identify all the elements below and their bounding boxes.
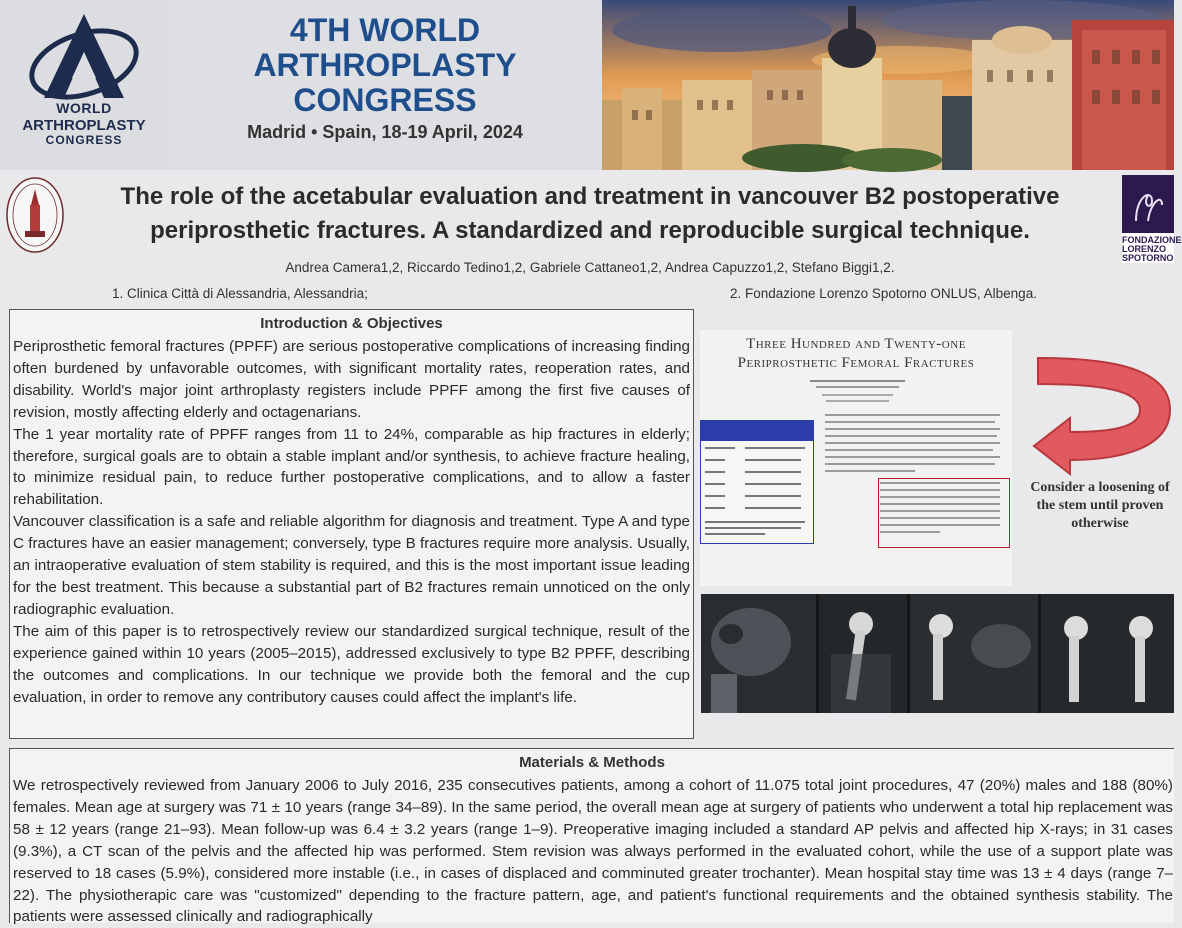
- excerpt-title-line-1: Three Hundred and Twenty-one: [746, 336, 966, 352]
- congress-line-2: ARTHROPLASTY: [253, 47, 517, 83]
- methods-section: [9, 748, 1174, 926]
- intro-paragraph: The 1 year mortality rate of PPFF ranges from 11 to 24%, comparable as hip fractures in elderly; therefore, surgical goals are to obtain a stable implant and/or synthesis, to achieve fracture healing, to minimize residual pain, to reduce further postoperative complications, and to allow a faster rehabilitation.: [13, 425, 690, 509]
- congress-logo: [0, 0, 168, 170]
- intro-paragraph: The aim of this paper is to retrospectively review our standardized surgical technique, result of the experience gained within 10 years (2005–2015), addressed exclusively to type B2 PPFF, describing the outcomes and complications. In our technique we provide both the femoral and the cup evaluation, in order to remove any contributory causes could affect the implant's life.: [13, 622, 690, 706]
- poster-title-line-2: periprosthetic fractures. A standardized and reproducible surgical technique.: [150, 217, 1030, 244]
- curved-arrow-icon: [1030, 348, 1174, 478]
- intro-paragraph: Vancouver classification is a safe and reliable algorithm for diagnosis and treatment. Type A and type C fractures have an easier management; conversely, type B fractures require more analysis. Usually, an intraoperative evaluation of stem stability is required, and this is the most important issue leading for the best treatment. This because a substantial part of B2 fractures remain unnoticed on the only radiographic evaluation.: [13, 513, 690, 618]
- excerpt-title-line-2: Periprosthetic Femoral Fractures: [737, 355, 975, 371]
- introduction-heading: Introduction & Objectives: [260, 315, 443, 332]
- fondazione-line-1: FONDAZIONE: [1122, 235, 1182, 245]
- madrid-skyline-image: [602, 0, 1174, 170]
- consider-line-1: Consider a loosening of: [1030, 480, 1170, 495]
- header-band: [0, 0, 1174, 170]
- logo-line-3: CONGRESS: [45, 133, 123, 147]
- intro-paragraph: Periprosthetic femoral fractures (PPFF) are serious postoperative complications of increasing finding often burdened by unfavorable outcomes, with significant mortality rates, reoperation rates, and disability. World's major joint arthroplasty registers include PPFF among the first five causes of revision, mostly affecting elderly and octagenarians.: [13, 338, 690, 421]
- logo-line-1: WORLD: [56, 100, 112, 116]
- methods-body: We retrospectively reviewed from January 2006 to July 2016, 235 consecutives patients, among a cohort of 11.075 total joint procedures, 47 (20%) males and 188 (80%) females. Mean age at surgery was 71 ± 10 years (range 34–89). In the same period, the overall mean age at surgery of patients who underwent a total hip replacement was 58 ± 12 years (range 21–93). Mean follow-up was 6.4 ± 3.2 years (range 1–9). Preoperative imaging included a standard AP pelvis and affected hip X-rays; in 31 cases (9.3%), a CT scan of the pelvis and the affected hip was performed. Stem revision was always performed in the evaluated cohort, while the use of a support plate was reserved to 18 cases (5.9%), considered more instable (i.e., in cases of displaced and comminuted greater trochanter). Mean hospital stay time was 13 ± 4 days (range 7–22). The physiotherapic care was "customized" depending to the fracture pattern, age, and patient's functional requirements and the obtained synthesis stability. The patients were assessed clinically and radiographically: [13, 777, 1173, 926]
- congress-line-3: CONGRESS: [293, 82, 477, 118]
- congress-line-1: 4TH WORLD: [289, 12, 481, 48]
- arthroplasty-logo-icon: [24, 12, 144, 102]
- fondazione-line-3: SPOTORNO: [1122, 253, 1174, 263]
- fondazione-mark-icon: [1122, 175, 1174, 233]
- fondazione-line-2: LORENZO: [1122, 244, 1166, 254]
- affiliation-2: 2. Fondazione Lorenzo Spotorno ONLUS, Albenga.: [730, 286, 1037, 301]
- table-rows-image: [701, 443, 813, 543]
- logo-line-2: ARTHROPLASTY: [22, 117, 146, 134]
- journal-excerpt-image: [700, 330, 1012, 586]
- introduction-section: [9, 309, 694, 739]
- city-seal-icon: [5, 175, 65, 255]
- highlight-box: [878, 478, 1010, 548]
- classification-table-image: [700, 420, 814, 544]
- affiliation-1: 1. Clinica Città di Alessandria, Alessandria;: [112, 286, 368, 301]
- introduction-body: [13, 336, 690, 708]
- excerpt-byline-lines: [810, 378, 905, 408]
- congress-heading: [168, 0, 602, 170]
- congress-location-date: Madrid • Spain, 18-19 April, 2024: [247, 122, 523, 142]
- poster-title-line-1: The role of the acetabular evaluation and treatment in vancouver B2 postoperative: [120, 183, 1060, 210]
- consider-line-3: otherwise: [1071, 516, 1129, 531]
- consider-line-2: the stem until proven: [1036, 498, 1164, 513]
- authors: Andrea Camera1,2, Riccardo Tedino1,2, Gabriele Cattaneo1,2, Andrea Capuzzo1,2, Stefano Biggi1,2.: [285, 260, 895, 275]
- xray-series-image: [701, 594, 1174, 713]
- table-header-bar: [701, 421, 813, 441]
- fondazione-logo: [1122, 175, 1182, 263]
- methods-heading: Materials & Methods: [519, 754, 665, 771]
